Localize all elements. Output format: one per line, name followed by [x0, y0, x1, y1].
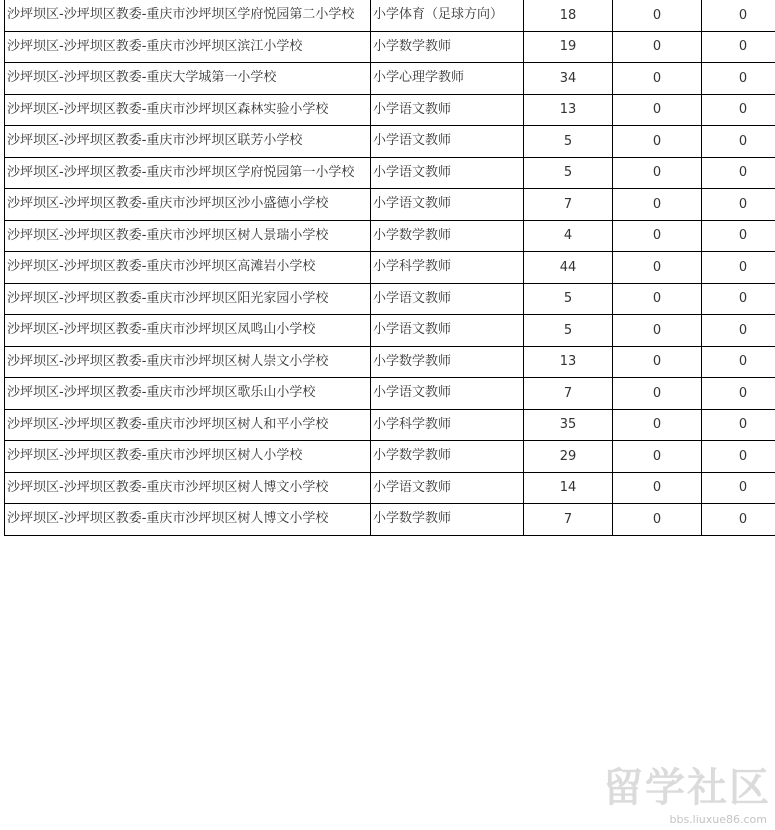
unit-cell: 沙坪坝区-沙坪坝区教委-重庆市沙坪坝区歌乐山小学校: [5, 378, 371, 410]
count-cell-3: 0: [702, 189, 775, 221]
count-cell-2: 0: [613, 63, 702, 95]
unit-cell: 沙坪坝区-沙坪坝区教委-重庆市沙坪坝区树人崇文小学校: [5, 346, 371, 378]
table-row: [5, 0, 775, 31]
count-cell-3: 0: [702, 31, 775, 63]
count-cell-1: 5: [524, 126, 613, 158]
unit-cell: 沙坪坝区-沙坪坝区教委-重庆市沙坪坝区树人景瑞小学校: [5, 220, 371, 252]
unit-cell: 沙坪坝区-沙坪坝区教委-重庆市沙坪坝区森林实验小学校: [5, 94, 371, 126]
count-cell-2: 0: [613, 409, 702, 441]
table-row: [5, 126, 775, 158]
post-cell: 小学数学教师: [371, 220, 524, 252]
unit-cell: 沙坪坝区-沙坪坝区教委-重庆市沙坪坝区树人和平小学校: [5, 409, 371, 441]
count-cell-3: 0: [702, 409, 775, 441]
count-cell-2: 0: [613, 441, 702, 473]
count-cell-2: 0: [613, 283, 702, 315]
post-cell: 小学心理学教师: [371, 63, 524, 95]
count-cell-1: 13: [524, 346, 613, 378]
table-row: [5, 252, 775, 284]
post-cell: 小学体育（足球方向）: [371, 0, 524, 31]
watermark-url: bbs.liuxue86.com: [669, 813, 767, 826]
post-cell: 小学语文教师: [371, 315, 524, 347]
count-cell-3: 0: [702, 315, 775, 347]
table-row: [5, 220, 775, 252]
unit-cell: 沙坪坝区-沙坪坝区教委-重庆市沙坪坝区凤鸣山小学校: [5, 315, 371, 347]
count-cell-3: 0: [702, 378, 775, 410]
table-row: [5, 441, 775, 473]
count-cell-2: 0: [613, 504, 702, 536]
table-row: [5, 157, 775, 189]
table-row: [5, 31, 775, 63]
count-cell-1: 5: [524, 157, 613, 189]
count-cell-3: 0: [702, 126, 775, 158]
count-cell-2: 0: [613, 378, 702, 410]
count-cell-2: 0: [613, 315, 702, 347]
count-cell-1: 7: [524, 378, 613, 410]
post-cell: 小学语文教师: [371, 378, 524, 410]
count-cell-1: 7: [524, 189, 613, 221]
count-cell-2: 0: [613, 220, 702, 252]
count-cell-3: 0: [702, 252, 775, 284]
table-row: [5, 315, 775, 347]
count-cell-1: 7: [524, 504, 613, 536]
post-cell: 小学语文教师: [371, 189, 524, 221]
count-cell-3: 0: [702, 504, 775, 536]
unit-cell: 沙坪坝区-沙坪坝区教委-重庆市沙坪坝区高滩岩小学校: [5, 252, 371, 284]
count-cell-2: 0: [613, 0, 702, 31]
unit-cell: 沙坪坝区-沙坪坝区教委-重庆市沙坪坝区学府悦园第二小学校: [5, 0, 371, 31]
table-row: [5, 378, 775, 410]
count-cell-1: 44: [524, 252, 613, 284]
post-cell: 小学科学教师: [371, 252, 524, 284]
table-row: [5, 283, 775, 315]
unit-cell: 沙坪坝区-沙坪坝区教委-重庆市沙坪坝区学府悦园第一小学校: [5, 157, 371, 189]
post-cell: 小学数学教师: [371, 441, 524, 473]
count-cell-3: 0: [702, 472, 775, 504]
table-body: [5, 0, 775, 535]
count-cell-3: 0: [702, 157, 775, 189]
count-cell-3: 0: [702, 441, 775, 473]
table-row: [5, 472, 775, 504]
count-cell-3: 0: [702, 283, 775, 315]
count-cell-1: 34: [524, 63, 613, 95]
count-cell-2: 0: [613, 94, 702, 126]
table-row: [5, 94, 775, 126]
count-cell-2: 0: [613, 189, 702, 221]
unit-cell: 沙坪坝区-沙坪坝区教委-重庆市沙坪坝区沙小盛德小学校: [5, 189, 371, 221]
count-cell-1: 5: [524, 315, 613, 347]
count-cell-2: 0: [613, 157, 702, 189]
count-cell-3: 0: [702, 0, 775, 31]
count-cell-2: 0: [613, 252, 702, 284]
unit-cell: 沙坪坝区-沙坪坝区教委-重庆大学城第一小学校: [5, 63, 371, 95]
count-cell-1: 18: [524, 0, 613, 31]
post-cell: 小学数学教师: [371, 346, 524, 378]
count-cell-1: 4: [524, 220, 613, 252]
count-cell-3: 0: [702, 220, 775, 252]
count-cell-1: 14: [524, 472, 613, 504]
post-cell: 小学语文教师: [371, 283, 524, 315]
unit-cell: 沙坪坝区-沙坪坝区教委-重庆市沙坪坝区滨江小学校: [5, 31, 371, 63]
unit-cell: 沙坪坝区-沙坪坝区教委-重庆市沙坪坝区联芳小学校: [5, 126, 371, 158]
count-cell-2: 0: [613, 126, 702, 158]
count-cell-2: 0: [613, 31, 702, 63]
watermark-logo-text: 留学社区: [603, 765, 771, 811]
unit-cell: 沙坪坝区-沙坪坝区教委-重庆市沙坪坝区阳光家园小学校: [5, 283, 371, 315]
unit-cell: 沙坪坝区-沙坪坝区教委-重庆市沙坪坝区树人博文小学校: [5, 472, 371, 504]
post-cell: 小学语文教师: [371, 126, 524, 158]
count-cell-2: 0: [613, 472, 702, 504]
positions-table: [4, 0, 775, 536]
count-cell-3: 0: [702, 63, 775, 95]
post-cell: 小学语文教师: [371, 157, 524, 189]
post-cell: 小学语文教师: [371, 94, 524, 126]
site-watermark: [601, 766, 771, 826]
post-cell: 小学语文教师: [371, 472, 524, 504]
count-cell-3: 0: [702, 346, 775, 378]
post-cell: 小学科学教师: [371, 409, 524, 441]
count-cell-1: 29: [524, 441, 613, 473]
count-cell-1: 13: [524, 94, 613, 126]
table-row: [5, 409, 775, 441]
unit-cell: 沙坪坝区-沙坪坝区教委-重庆市沙坪坝区树人小学校: [5, 441, 371, 473]
unit-cell: 沙坪坝区-沙坪坝区教委-重庆市沙坪坝区树人博文小学校: [5, 504, 371, 536]
table-row: [5, 346, 775, 378]
table-row: [5, 63, 775, 95]
count-cell-2: 0: [613, 346, 702, 378]
count-cell-1: 5: [524, 283, 613, 315]
count-cell-1: 19: [524, 31, 613, 63]
table-row: [5, 189, 775, 221]
count-cell-3: 0: [702, 94, 775, 126]
post-cell: 小学数学教师: [371, 504, 524, 536]
count-cell-1: 35: [524, 409, 613, 441]
post-cell: 小学数学教师: [371, 31, 524, 63]
table-row: [5, 504, 775, 536]
